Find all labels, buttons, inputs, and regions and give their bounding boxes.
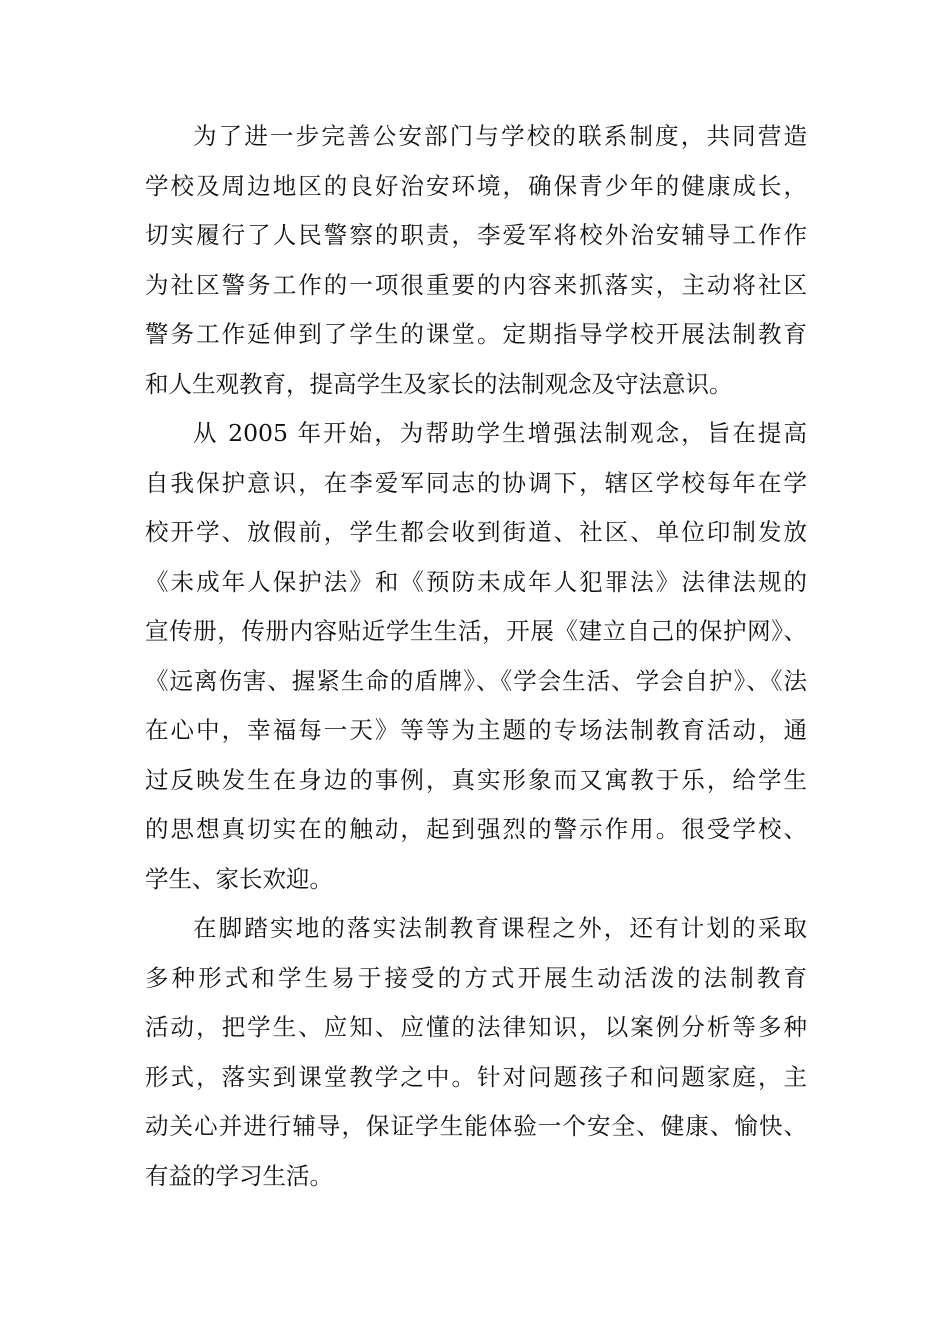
text-line: 有益的学习生活。 [145,1161,333,1190]
paragraph-3 [145,904,807,1201]
text-line: 在脚踏实地的落实法制教育课程之外，还有计划的采取 [193,914,807,942]
text-line: 切实履行了人民警察的职责，李爱军将校外治安辅导工作作 [145,221,807,249]
text-line: 动关心并进行辅导，保证学生能体验一个安全、健康、愉快、 [145,1112,807,1140]
text-line: 和人生观教育，提高学生及家长的法制观念及守法意识。 [145,369,733,398]
text-line: 活动，把学生、应知、应懂的法律知识，以案例分析等多种 [145,1013,807,1041]
text-line: 过反映发生在身边的事例，真实形象而又寓教于乐，给学生 [145,765,807,794]
text-line: 《远离伤害、握紧生命的盾牌》、《学会生活、学会自护》、《法 [145,666,807,695]
text-line: 自我保护意识，在李爱军同志的协调下，辖区学校每年在学 [145,468,807,497]
text-line: 在心中，幸福每一天》等等为主题的专场法制教育活动，通 [145,716,807,744]
text-line: 校开学、放假前，学生都会收到街道、社区、单位印制发放 [145,518,807,546]
text-line: 从 2005 年开始，为帮助学生增强法制观念，旨在提高 [193,419,807,447]
document-body [145,112,807,1201]
paragraph-1 [145,112,807,409]
text-line: 多种形式和学生易于接受的方式开展生动活泼的法制教育 [145,963,807,992]
text-line: 为了进一步完善公安部门与学校的联系制度，共同营造 [193,122,807,150]
text-line: 形式，落实到课堂教学之中。针对问题孩子和问题家庭，主 [145,1062,807,1091]
paragraph-2 [145,409,807,904]
text-line: 的思想真切实在的触动，起到强烈的警示作用。很受学校、 [145,815,807,843]
text-line: 警务工作延伸到了学生的课堂。定期指导学校开展法制教育 [145,320,807,348]
text-line: 宣传册，传册内容贴近学生生活，开展《建立自己的保护网》、 [145,617,807,645]
text-line: 《未成年人保护法》和《预防未成年人犯罪法》法律法规的 [145,567,807,596]
text-line: 学校及周边地区的良好治安环境，确保青少年的健康成长， [145,171,807,200]
text-line: 为社区警务工作的一项很重要的内容来抓落实，主动将社区 [145,270,807,299]
text-line: 学生、家长欢迎。 [145,864,333,893]
